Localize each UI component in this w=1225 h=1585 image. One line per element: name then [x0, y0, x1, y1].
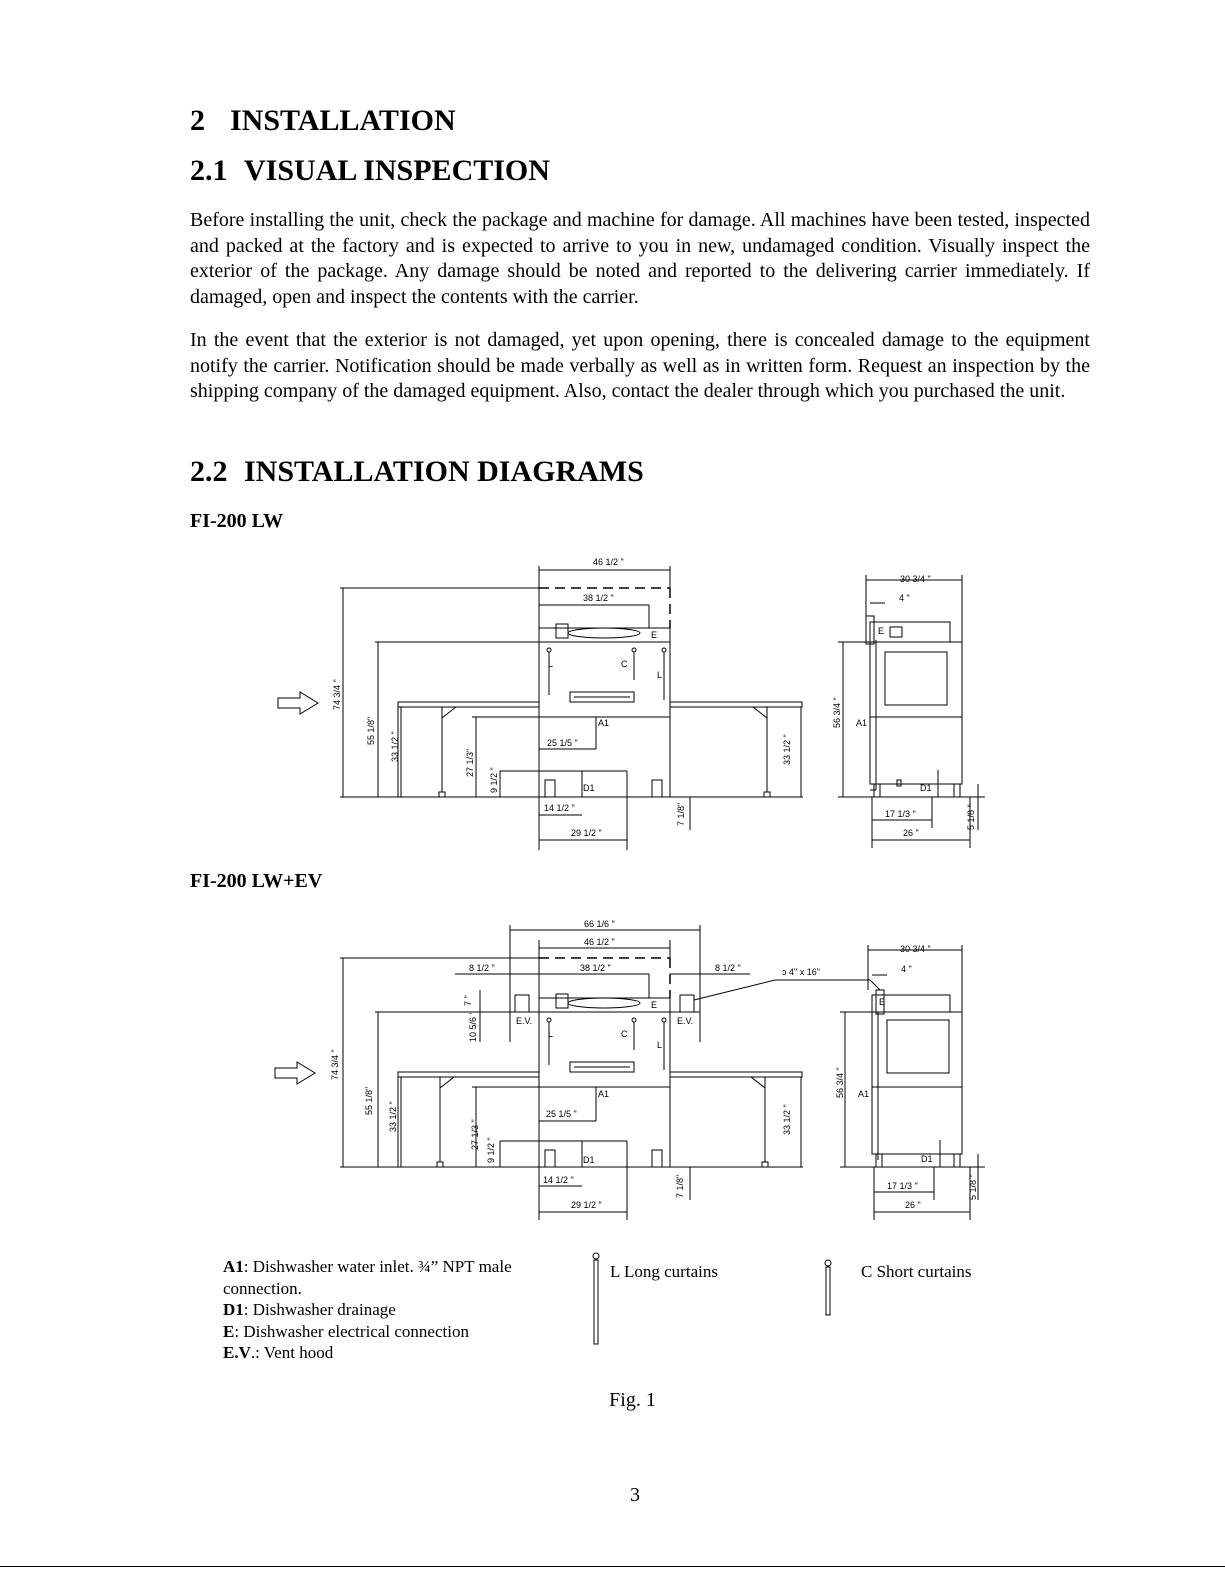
- short-curtain-icon: [825, 1260, 831, 1315]
- section-number: 2: [190, 104, 205, 137]
- curtain-label-c: C: [621, 659, 628, 669]
- side-label-d1: D1: [921, 1154, 933, 1164]
- dim-drain-offset: 14 1/2 ": [543, 1175, 574, 1185]
- footer-divider: [0, 1566, 1225, 1567]
- dim-height-total: 74 3/4 ": [330, 1049, 340, 1080]
- figure-caption: Fig. 1: [609, 1389, 656, 1411]
- connection-label-a1: A1: [598, 1089, 610, 1099]
- dim-depth-total: 30 3/4 ": [900, 944, 931, 954]
- dim-table-height-right: 33 1/2 ": [782, 734, 792, 765]
- direction-arrow-icon: [278, 692, 318, 714]
- dim-width-total: 46 1/2 ": [593, 557, 624, 567]
- diagram1-side-view: [838, 575, 985, 848]
- section-title: INSTALLATION: [230, 104, 456, 137]
- legend-d1: D1: Dishwasher drainage: [223, 1300, 396, 1319]
- dim-ev-offset: 10 5/6 ": [468, 1011, 478, 1042]
- ev-label-left: E.V.: [516, 1016, 533, 1026]
- dim-depth-top: 4 ": [901, 964, 912, 974]
- dim-foot: 5 1/8 ": [966, 804, 976, 830]
- side-label-a1: A1: [856, 718, 868, 728]
- direction-arrow-icon: [275, 1062, 315, 1084]
- dim-depth-top: 4 ": [899, 593, 910, 603]
- side-label-d1: D1: [920, 783, 932, 793]
- subsection-number: 2.2: [190, 455, 228, 488]
- curtain-label-c: C: [621, 1029, 628, 1039]
- curtain-label-l2: L: [657, 1040, 663, 1050]
- dim-drain-depth: 17 1/3 ": [887, 1181, 918, 1191]
- legend-a1: A1: Dishwasher water inlet. ¾” NPT male connection.: [223, 1257, 512, 1298]
- curtain-label-l2: L: [657, 670, 663, 680]
- dim-foot: 5 1/8 ": [968, 1174, 978, 1200]
- dim-drain-width: 29 1/2 ": [571, 828, 602, 838]
- curtain-label-l: L: [548, 1029, 554, 1039]
- dim-width-overall: 66 1/6 ": [584, 919, 615, 929]
- long-curtain-icon: [593, 1253, 599, 1344]
- dim-height-inlet: 27 1/3 ": [470, 1119, 480, 1150]
- dim-ev-left: 8 1/2 ": [469, 963, 495, 973]
- dim-leg-height: 7 1/8": [676, 802, 686, 826]
- dim-height-drain: 9 1/2 ": [486, 1137, 496, 1163]
- dim-inlet-offset: 25 1/5 ": [546, 1109, 577, 1119]
- ev-label-right: E.V.: [677, 1016, 694, 1026]
- short-curtains-label: C Short curtains: [861, 1262, 972, 1281]
- dim-table-height-right: 33 1/2 ": [782, 1104, 792, 1135]
- dim-height-table: 33 1/2 ": [388, 1101, 398, 1132]
- connection-label-a1: A1: [598, 718, 610, 728]
- subsection-number: 2.1: [190, 154, 228, 187]
- subsection-title: VISUAL INSPECTION: [244, 154, 550, 187]
- dim-depth-total: 30 3/4 ": [900, 574, 931, 584]
- dim-height-hood: 55 1/8": [364, 1086, 374, 1115]
- connection-label-e: E: [651, 630, 658, 640]
- page-number: 3: [630, 1484, 640, 1506]
- dim-height-inlet: 27 1/3": [465, 748, 475, 777]
- diagram-legend: [223, 1256, 563, 1364]
- subsection-title: INSTALLATION DIAGRAMS: [244, 455, 644, 488]
- dim-base-depth: 26 ": [903, 828, 919, 838]
- dim-leg-height: 7 1/8": [675, 1174, 685, 1198]
- dim-height-total: 74 3/4 ": [332, 679, 342, 710]
- inspection-paragraph-1: Before installing the unit, check the package and machine for damage. All machines have been tested, inspected and packed at the factory and is expected to arrive to you in new, undamaged condition. Visually inspect the exterior of the package. Any damage should be noted and reported to the delivering carrier immediately. If damaged, open and inspect the contents with the carrier.: [190, 209, 1090, 308]
- dim-ev-right: 8 1/2 ": [715, 963, 741, 973]
- dim-drain-depth: 17 1/3 ": [885, 809, 916, 819]
- legend-e: E: Dishwasher electrical connection: [223, 1321, 469, 1341]
- connection-label-d1: D1: [583, 783, 595, 793]
- inspection-paragraph-2: In the event that the exterior is not damaged, yet upon opening, there is concealed damage to the equipment notify the carrier. Notification should be made verbally as well as in written form. Request an inspection by the shipping company of the damaged equipment. Also, contact the dealer through which you purchased the unit.: [190, 329, 1090, 402]
- duct-size-label: ɔ 4" x 16": [782, 967, 820, 977]
- side-label-a1: A1: [858, 1089, 870, 1099]
- long-curtains-label: L Long curtains: [610, 1262, 718, 1281]
- dim-base-depth: 26 ": [905, 1200, 921, 1210]
- diagram1-front-view: [278, 566, 803, 850]
- diagram2-side-view: [840, 945, 985, 1220]
- connection-label-d1: D1: [583, 1155, 595, 1165]
- dim-width-total: 46 1/2 ": [584, 937, 615, 947]
- side-label-e: E: [878, 626, 885, 636]
- dim-height-side: 56 3/4 ": [832, 697, 842, 728]
- dim-width-body: 38 1/2 ": [580, 963, 611, 973]
- model-label-lw-ev: FI-200 LW+EV: [190, 870, 323, 892]
- dim-height-drain: 9 1/2 ": [489, 767, 499, 793]
- dim-width-body: 38 1/2 ": [583, 593, 614, 603]
- dim-height-side: 56 3/4 ": [835, 1067, 845, 1098]
- side-label-e: E: [879, 997, 886, 1007]
- dim-drain-width: 29 1/2 ": [571, 1200, 602, 1210]
- model-label-lw: FI-200 LW: [190, 510, 284, 532]
- legend-ev: E.V.: Vent hood: [223, 1343, 334, 1362]
- connection-label-e: E: [651, 1000, 658, 1010]
- dim-height-hood: 55 1/8": [366, 716, 376, 745]
- dim-drain-offset: 14 1/2 ": [544, 803, 575, 813]
- dim-ev-height: 7 ": [463, 995, 473, 1006]
- dim-inlet-offset: 25 1/5 ": [547, 738, 578, 748]
- curtain-label-l: L: [548, 659, 554, 669]
- dim-height-table: 33 1/2 ": [390, 731, 400, 762]
